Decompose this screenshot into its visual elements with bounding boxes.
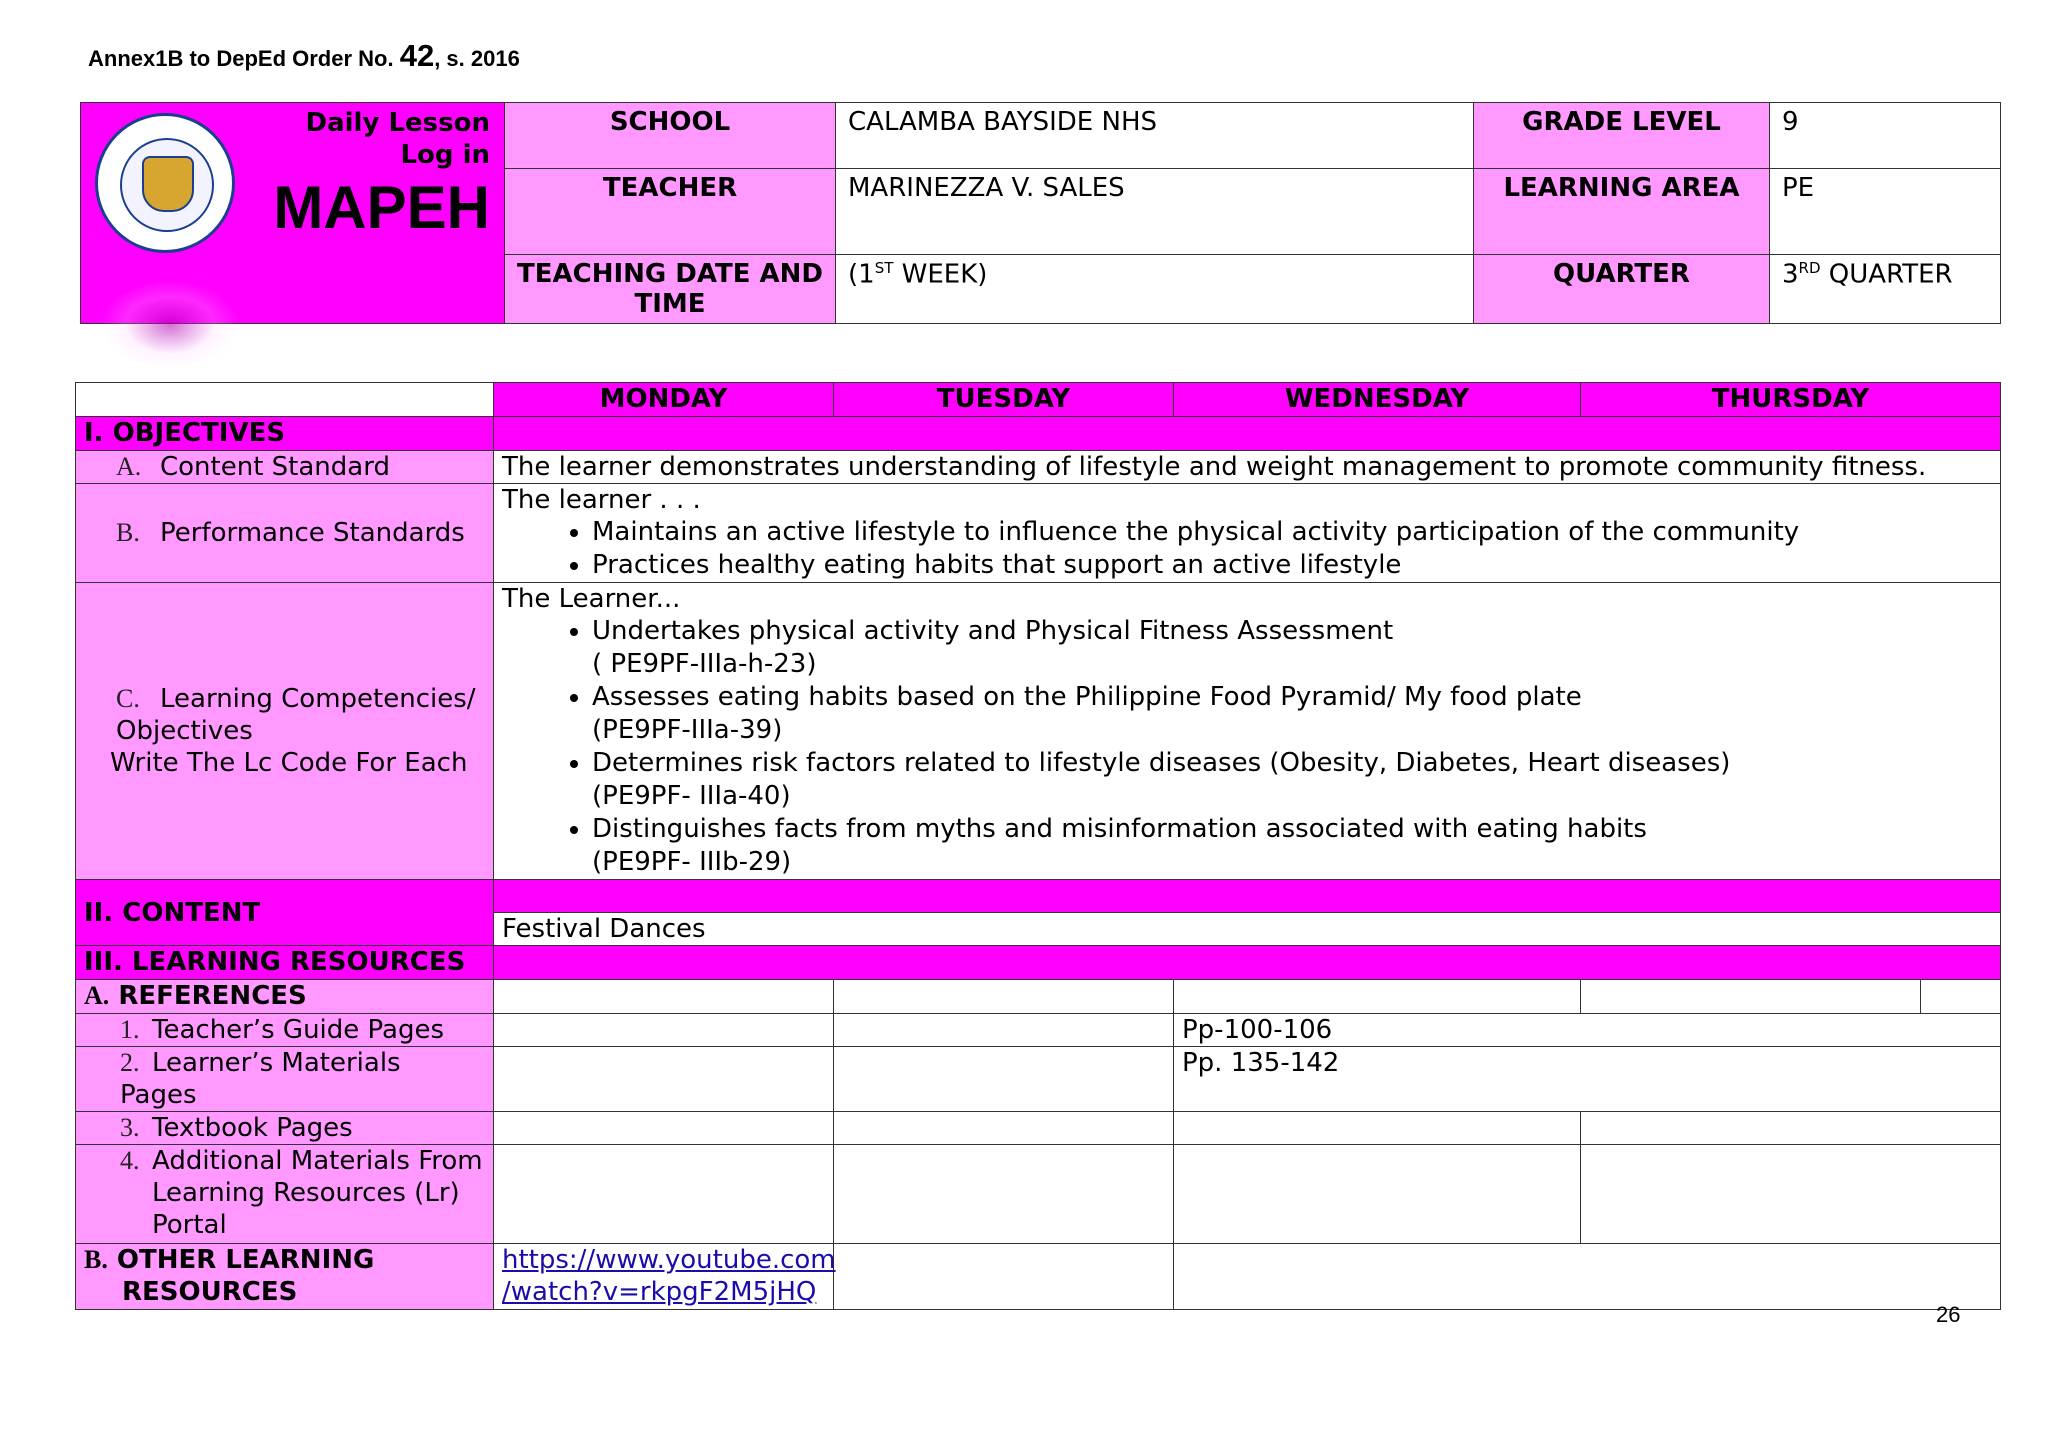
subject-title: MAPEH	[273, 174, 490, 241]
teacher-value: MARINEZZA V. SALES	[836, 169, 1474, 255]
list-item: • Practices healthy eating habits that support an active lifestyle	[592, 549, 1992, 582]
content-band	[494, 880, 2001, 913]
empty-cell	[1174, 980, 1581, 1014]
day-thursday: THURSDAY	[1581, 383, 2001, 417]
resources-band	[494, 946, 2001, 980]
list-item: • Assesses eating habits based on the Philippine Food Pyramid/ My food plate (PE9PF-IIIa-39)	[592, 681, 1992, 747]
header-table	[80, 102, 2001, 324]
learners-materials-value: Pp. 135-142	[1174, 1047, 2001, 1112]
list-item: • Determines risk factors related to lifestyle diseases (Obesity, Diabetes, Heart diseases) (PE9PF- IIIa-40)	[592, 747, 1992, 813]
empty-cell	[494, 1047, 834, 1112]
learners-materials-label: 2. Learner’s Materials Pages	[76, 1047, 494, 1112]
day-wednesday: WEDNESDAY	[1174, 383, 1581, 417]
empty-cell	[1581, 980, 1921, 1014]
empty-cell	[834, 1014, 1174, 1047]
empty-cell	[834, 1047, 1174, 1112]
grade-value: 9	[1770, 103, 2001, 169]
references-label: A. REFERENCES	[76, 980, 494, 1014]
empty-cell	[1174, 1112, 1581, 1145]
empty-cell	[1581, 1112, 2001, 1145]
quarter-label: QUARTER	[1474, 255, 1770, 324]
page-number: 26	[1936, 1302, 1961, 1327]
teachers-guide-value: Pp-100-106	[1174, 1014, 2001, 1047]
grade-label: GRADE LEVEL	[1474, 103, 1770, 169]
competencies-text	[494, 583, 2001, 880]
annex-prefix: Annex1B to DepEd Order No.	[88, 46, 400, 71]
empty-cell	[1921, 980, 2001, 1014]
other-resources-label: B. OTHER LEARNING RESOURCES	[76, 1244, 494, 1310]
blank-corner	[76, 383, 494, 417]
day-tuesday: TUESDAY	[834, 383, 1174, 417]
deped-seal-icon	[95, 113, 235, 253]
objectives-heading: I. OBJECTIVES	[76, 417, 494, 451]
additional-materials-label: 4. Additional Materials From Learning Resources (Lr) Portal	[76, 1145, 494, 1244]
empty-cell	[1174, 1145, 1581, 1244]
content-standard-label: A. Content Standard	[76, 451, 494, 484]
teachers-guide-label: 1. Teacher’s Guide Pages	[76, 1014, 494, 1047]
empty-cell	[834, 1145, 1174, 1244]
empty-cell	[494, 980, 834, 1014]
list-item: • Undertakes physical activity and Physical Fitness Assessment ( PE9PF-IIIa-h-23)	[592, 615, 1992, 681]
area-label: LEARNING AREA	[1474, 169, 1770, 255]
competencies-label: C. Learning Competencies/ Objectives Write The Lc Code For Each	[76, 583, 494, 880]
perf-intro: The learner . . .	[502, 485, 701, 515]
resources-heading: III. LEARNING RESOURCES	[76, 946, 494, 980]
empty-cell	[834, 1244, 1174, 1310]
annex-reference	[88, 38, 520, 74]
empty-cell	[834, 980, 1174, 1014]
content-heading: II. CONTENT	[76, 880, 494, 946]
performance-standards-label: B. Performance Standards	[76, 484, 494, 583]
annex-suffix: , s. 2016	[434, 46, 520, 71]
teacher-label: TEACHER	[505, 169, 836, 255]
empty-cell	[494, 1112, 834, 1145]
performance-standards-text	[494, 484, 2001, 583]
school-label: SCHOOL	[505, 103, 836, 169]
empty-cell	[494, 1014, 834, 1047]
dll-title: Daily Lesson Log in	[305, 108, 490, 170]
comp-intro: The Learner...	[502, 584, 681, 614]
seal-shadow	[100, 280, 240, 370]
objectives-band	[494, 417, 2001, 451]
list-item: • Maintains an active lifestyle to influence the physical activity participation of the community	[592, 516, 1992, 549]
empty-cell	[494, 1145, 834, 1244]
youtube-link-cell[interactable]	[494, 1244, 834, 1310]
empty-cell	[1174, 1244, 2001, 1310]
lesson-table	[75, 382, 2001, 1310]
youtube-link[interactable]: https://www.youtube.com /watch?v=rkpgF2M5jHQ	[502, 1245, 836, 1307]
quarter-value: 3RD QUARTER	[1770, 255, 2001, 324]
list-item: • Distinguishes facts from myths and misinformation associated with eating habits (PE9PF- IIIb-29)	[592, 813, 1992, 879]
content-text: Festival Dances	[494, 913, 2001, 946]
textbook-label: 3. Textbook Pages	[76, 1112, 494, 1145]
empty-cell	[834, 1112, 1174, 1145]
empty-cell	[1581, 1145, 2001, 1244]
date-label: TEACHING DATE AND TIME	[505, 255, 836, 324]
date-value: (1ST WEEK)	[836, 255, 1474, 324]
content-standard-text: The learner demonstrates understanding of lifestyle and weight management to promote community fitness.	[494, 451, 2001, 484]
school-value: CALAMBA BAYSIDE NHS	[836, 103, 1474, 169]
annex-number: 42	[399, 38, 435, 73]
area-value: PE	[1770, 169, 2001, 255]
day-monday: MONDAY	[494, 383, 834, 417]
